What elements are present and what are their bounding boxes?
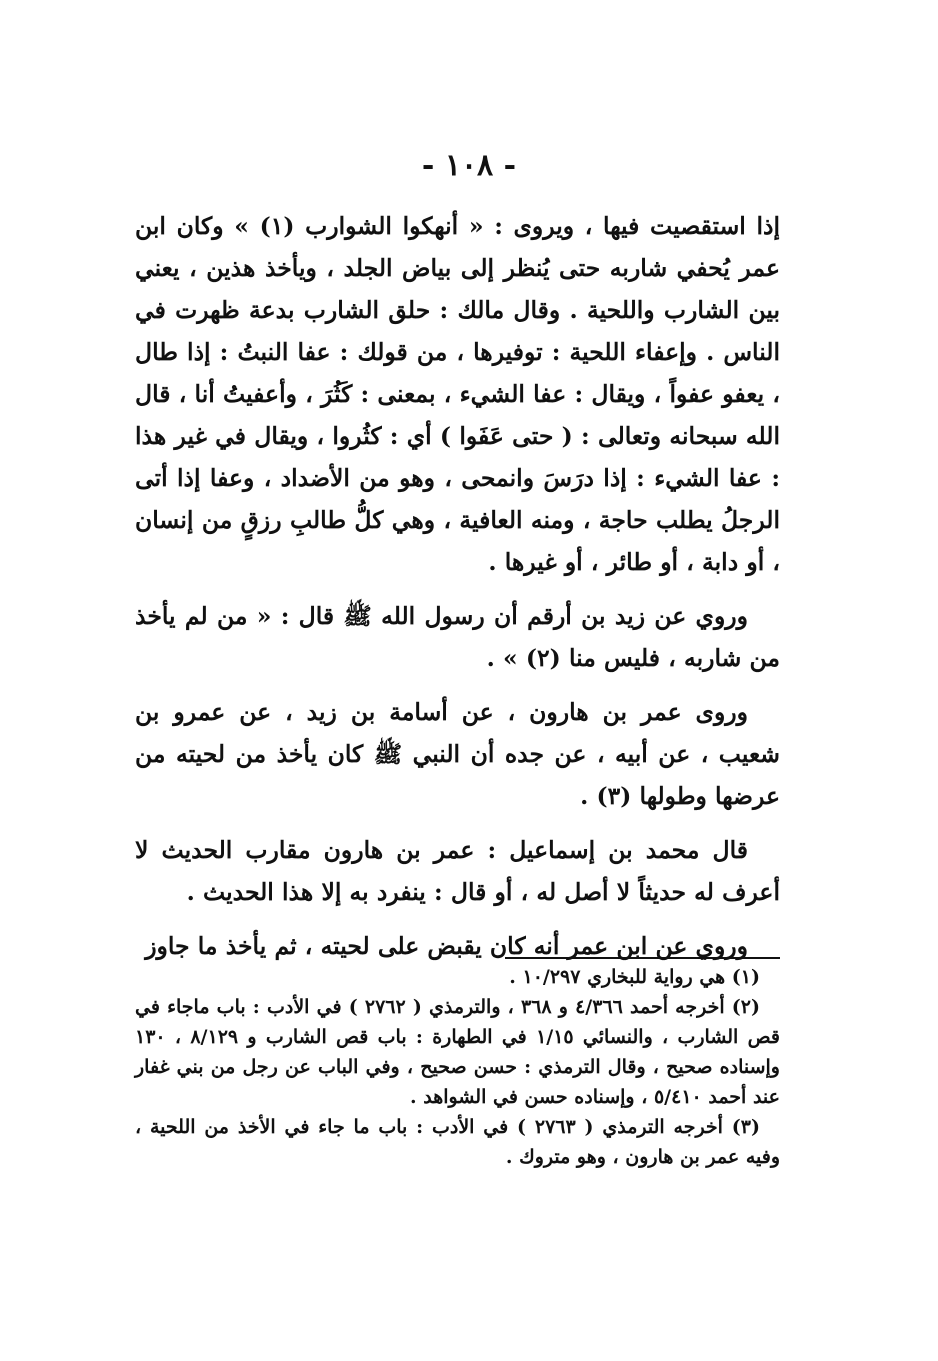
page-number: - ١٠٨ - bbox=[421, 148, 517, 183]
paragraph-1: إذا استقصيت فيها ، ويروى : « أنهكوا الشوارب (١) » وكان ابن عمر يُحفي شاربه حتى يُنظر إلى بياض الجلد ، ويأخذ هذين ، يعني بين الشارب واللحية . وقال مالك : حلق الشارب بدعة ظهرت في الناس . وإعفاء اللحية : توفيرها ، من قولك : عفا النبتُ : إذا طال ، يعفو عفواً ، ويقال : عفا الشيء ، بمعنى : كَثُرَ ، وأعفيتُ أنا ، قال الله سبحانه وتعالى : ( حتى عَفَوا ) أي : كثُروا ، ويقال في غير هذا : عفا الشيء : إذا درَسَ وانمحى ، وهو من الأضداد ، وعفا إذا أتى الرجلُ يطلب حاجة ، ومنه العافية ، وهي كلُّ طالبِ رزقٍ من إنسان ، أو دابة ، أو طائر ، أو غيرها . bbox=[135, 212, 780, 576]
paragraph-5: وروي عن ابن عمر أنه كان يقبض على لحيته ، ثم يأخذ ما جاوز bbox=[145, 932, 748, 960]
footnote-1: (١) هي رواية للبخاري ١٠/٢٩٧ . bbox=[509, 966, 760, 988]
paragraph-2: وروي عن زيد بن أرقم أن رسول الله ﷺ قال : « من لم يأخذ من شاربه ، فليس منا (٢) » . bbox=[135, 602, 780, 672]
footnote-divider bbox=[505, 957, 780, 959]
main-text bbox=[135, 205, 780, 967]
footnote-2: (٢) أخرجه أحمد ٤/٣٦٦ و ٣٦٨ ، والترمذي ( ٢٧٦٢ ) في الأدب : باب ماجاء في قص الشارب ، والنسائي ١/١٥ في الطهارة : باب قص الشارب و ٨/١٢٩ ، ١٣٠ وإسناده صحيح ، وقال الترمذي : حسن صحيح ، وفي الباب عن رجل من بني غفار عند أحمد ٥/٤١٠ ، وإسناده حسن في الشواهد . bbox=[135, 996, 780, 1108]
paragraph-4: قال محمد بن إسماعيل : عمر بن هارون مقارب الحديث لا أعرف له حديثاً لا أصل له ، أو قال : ينفرد به إلا هذا الحديث . bbox=[135, 836, 780, 906]
footnotes bbox=[135, 962, 780, 1172]
paragraph-3: وروى عمر بن هارون ، عن أسامة بن زيد ، عن عمرو بن شعيب ، عن أبيه ، عن جده أن النبي ﷺ كان يأخذ من لحيته من عرضها وطولها (٣) . bbox=[135, 698, 780, 810]
footnote-3: (٣) أخرجه الترمذي ( ٢٧٦٣ ) في الأدب : باب ما جاء في الأخذ من اللحية ، وفيه عمر بن هارون ، وهو متروك . bbox=[135, 1116, 780, 1168]
